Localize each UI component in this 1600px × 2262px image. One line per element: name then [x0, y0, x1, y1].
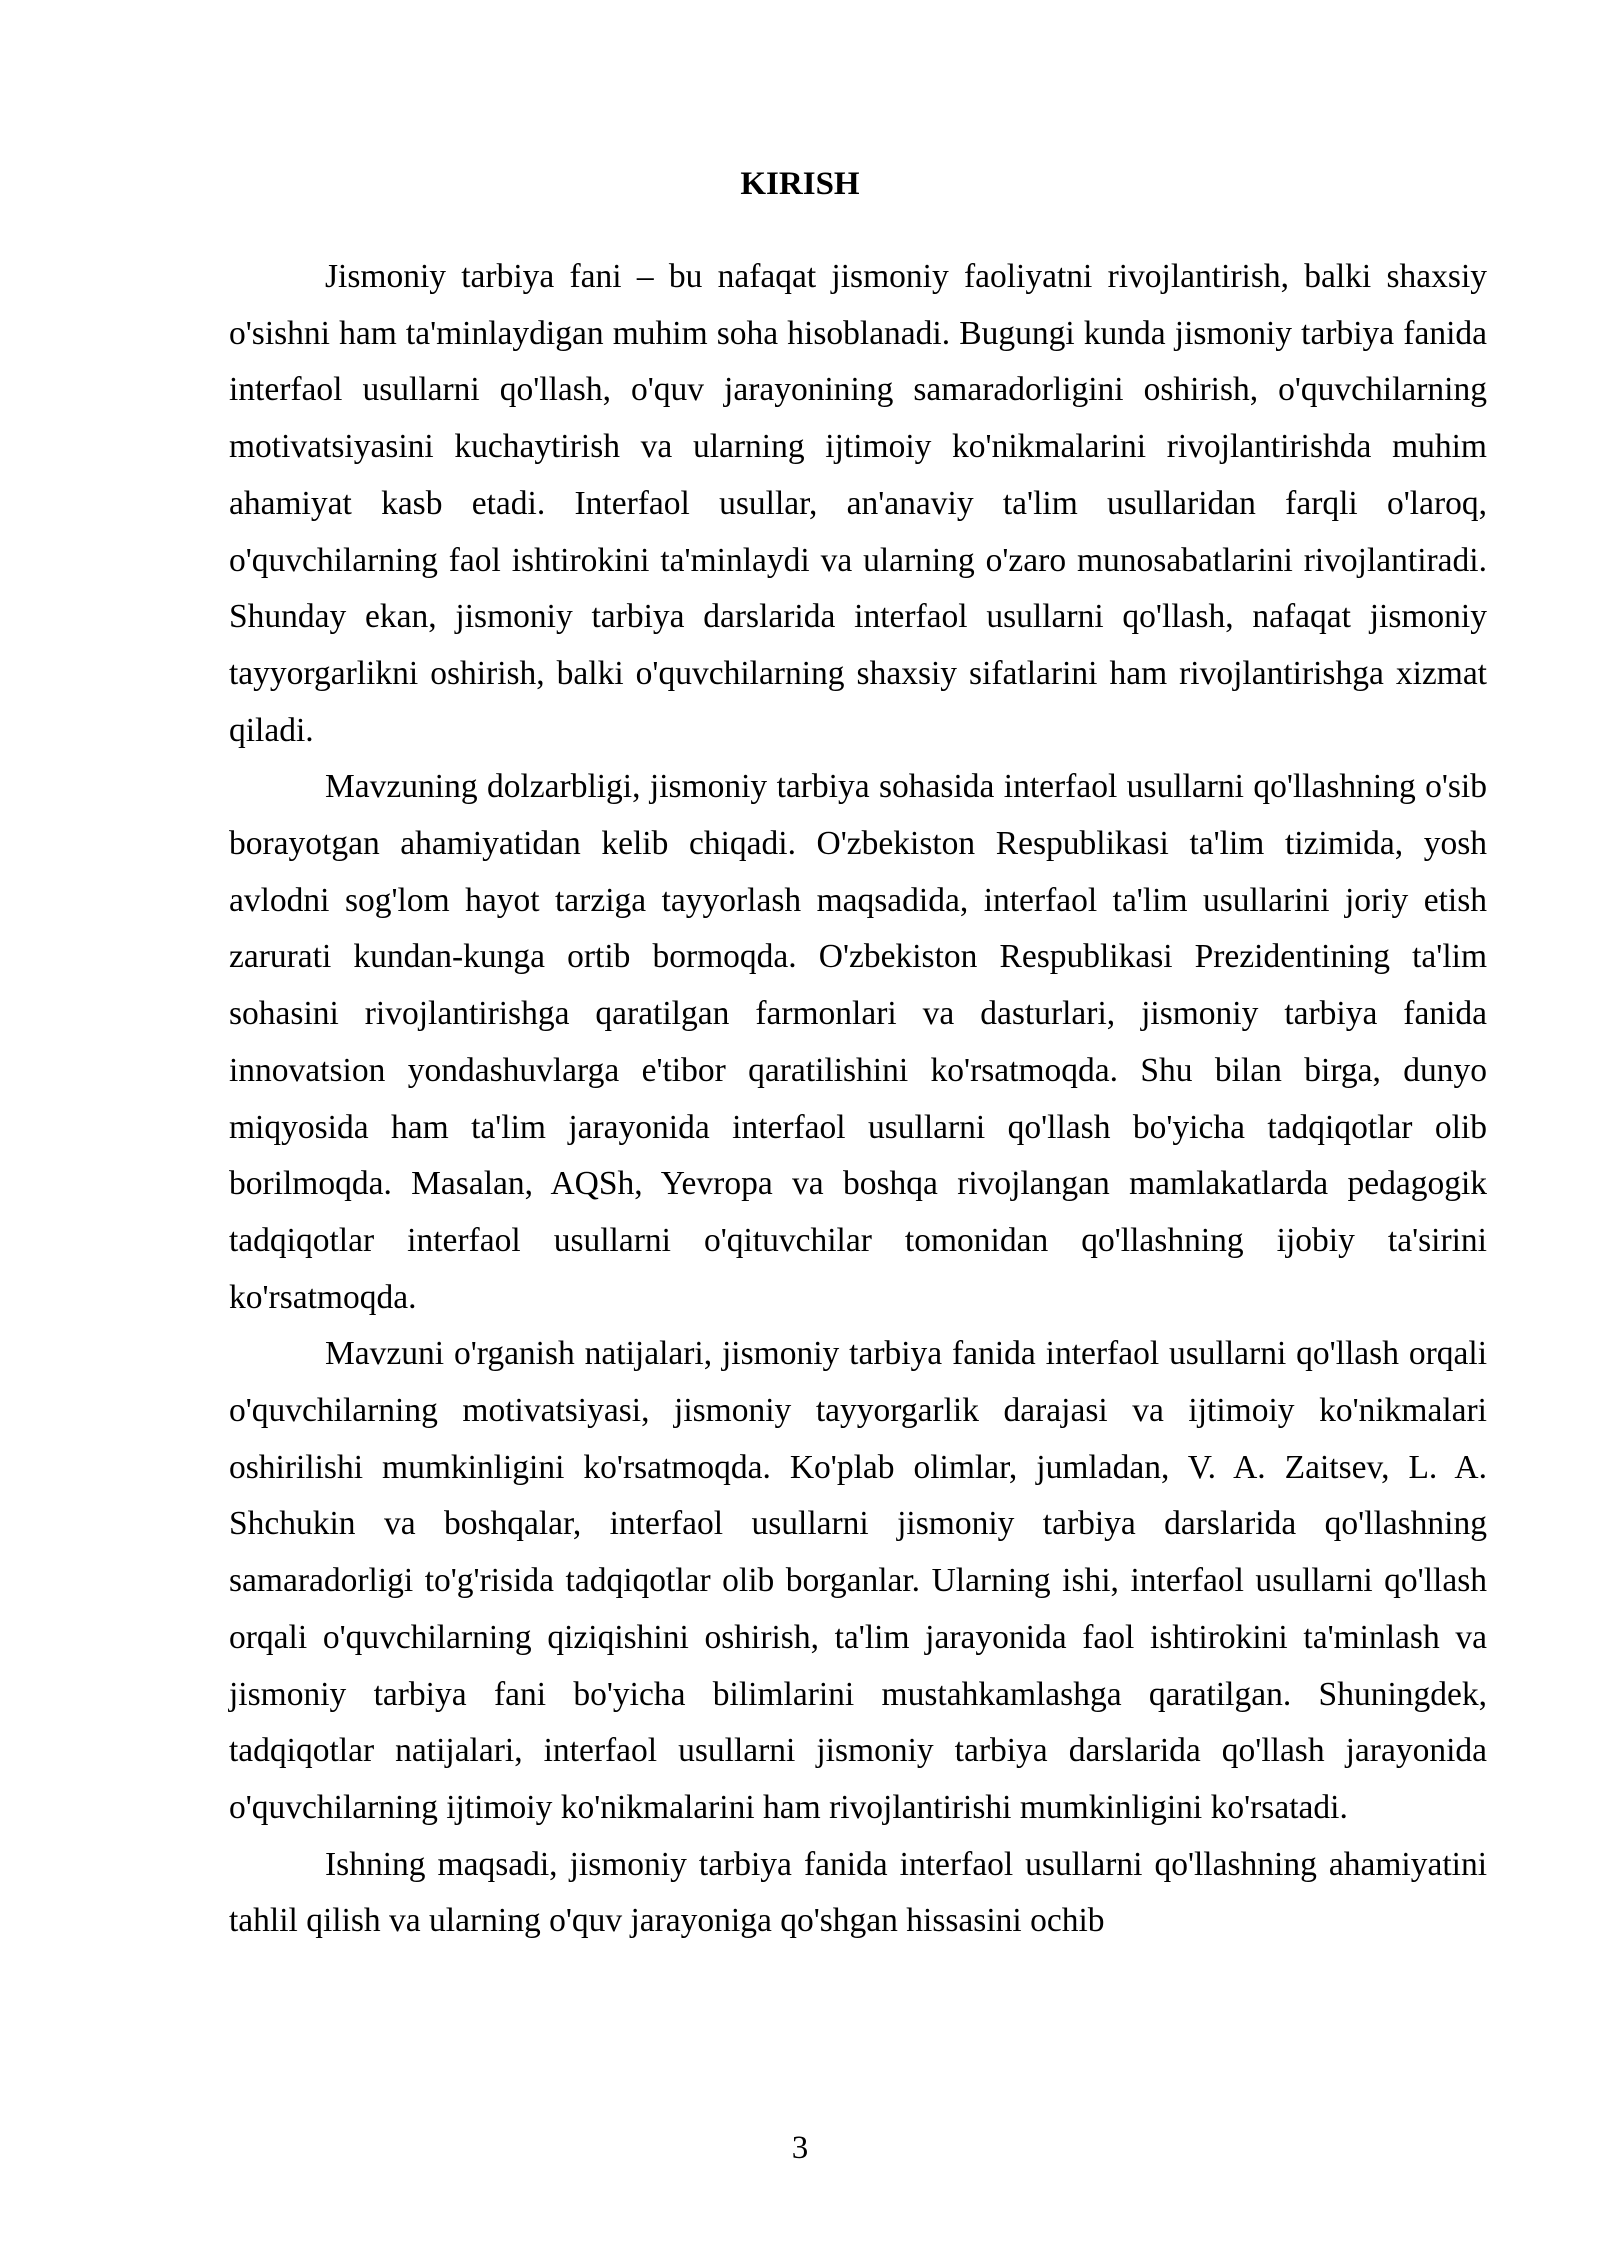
paragraph-goal: Ishning maqsadi, jismoniy tarbiya fanida interfaol usullarni qo'llashning ahamiyatini tahlil qilish va ularning o'quv jarayoniga qo'shgan hissasini ochib [229, 1845, 1487, 1940]
paragraph-study-results: Mavzuni o'rganish natijalari, jismoniy tarbiya fanida interfaol usullarni qo'llash orqali o'quvchilarning motivatsiyasi, jismoniy tayyorgarlik darajasi va ijtimoiy ko'nikmalari oshirilishi mumkinligini ko'rsatmoqda. Ko'plab olimlar, jumladan, V. A. Zaitsev, L. A. Shchukin va boshqalar, interfaol usullarni jismoniy tarbiya darslarida qo'llashning samaradorligi to'g'risida tadqiqotlar olib borganlar. Ularning ishi, interfaol usullarni qo'llash orqali o'quvchilarning qiziqishini oshirish, ta'lim jarayonida faol ishtirokini ta'minlash va jismoniy tarbiya fani bo'yicha bilimlarini mustahkamlashga qaratilgan. Shuningdek, tadqiqotlar natijalari, interfaol usullarni jismoniy tarbiya darslarida qo'llash jarayonida o'quvchilarning ijtimoiy ko'nikmalarini ham rivojlantirishi mumkinligini ko'rsatadi. [229, 1335, 1487, 1826]
section-title: KIRISH [740, 166, 860, 202]
body-text [229, 249, 1487, 1950]
paragraph-introduction: Jismoniy tarbiya fani – bu nafaqat jismoniy faoliyatni rivojlantirish, balki shaxsiy o'sishni ham ta'minlaydigan muhim soha hisoblanadi. Bugungi kunda jismoniy tarbiya fanida interfaol usullarni qo'llash, o'quv jarayonining samaradorligini oshirish, o'quvchilarning motivatsiyasini kuchaytirish va ularning ijtimoiy ko'nikmalarini rivojlantirishda muhim ahamiyat kasb etadi. Interfaol usullar, an'anaviy ta'lim usullaridan farqli o'laroq, o'quvchilarning faol ishtirokini ta'minlaydi va ularning o'zaro munosabatlarini rivojlantiradi. Shunday ekan, jismoniy tarbiya darslarida interfaol usullarni qo'llash, nafaqat jismoniy tayyorgarlikni oshirish, balki o'quvchilarning shaxsiy sifatlarini ham rivojlantirishga xizmat qiladi. [229, 258, 1487, 749]
paragraph-relevance: Mavzuning dolzarbligi, jismoniy tarbiya sohasida interfaol usullarni qo'llashning o'sib borayotgan ahamiyatidan kelib chiqadi. O'zbekiston Respublikasi ta'lim tizimida, yosh avlodni sog'lom hayot tarziga tayyorlash maqsadida, interfaol ta'lim usullarini joriy etish zarurati kundan-kunga ortib bormoqda. O'zbekiston Respublikasi Prezidentining ta'lim sohasini rivojlantirishga qaratilgan farmonlari va dasturlari, jismoniy tarbiya fanida innovatsion yondashuvlarga e'tibor qaratilishini ko'rsatmoqda. Shu bilan birga, dunyo miqyosida ham ta'lim jarayonida interfaol usullarni qo'llash bo'yicha tadqiqotlar olib borilmoqda. Masalan, AQSh, Yevropa va boshqa rivojlangan mamlakatlarda pedagogik tadqiqotlar interfaol usullarni o'qituvchilar tomonidan qo'llashning ijobiy ta'sirini ko'rsatmoqda. [229, 768, 1487, 1316]
page-number: 3 [791, 2130, 809, 2166]
